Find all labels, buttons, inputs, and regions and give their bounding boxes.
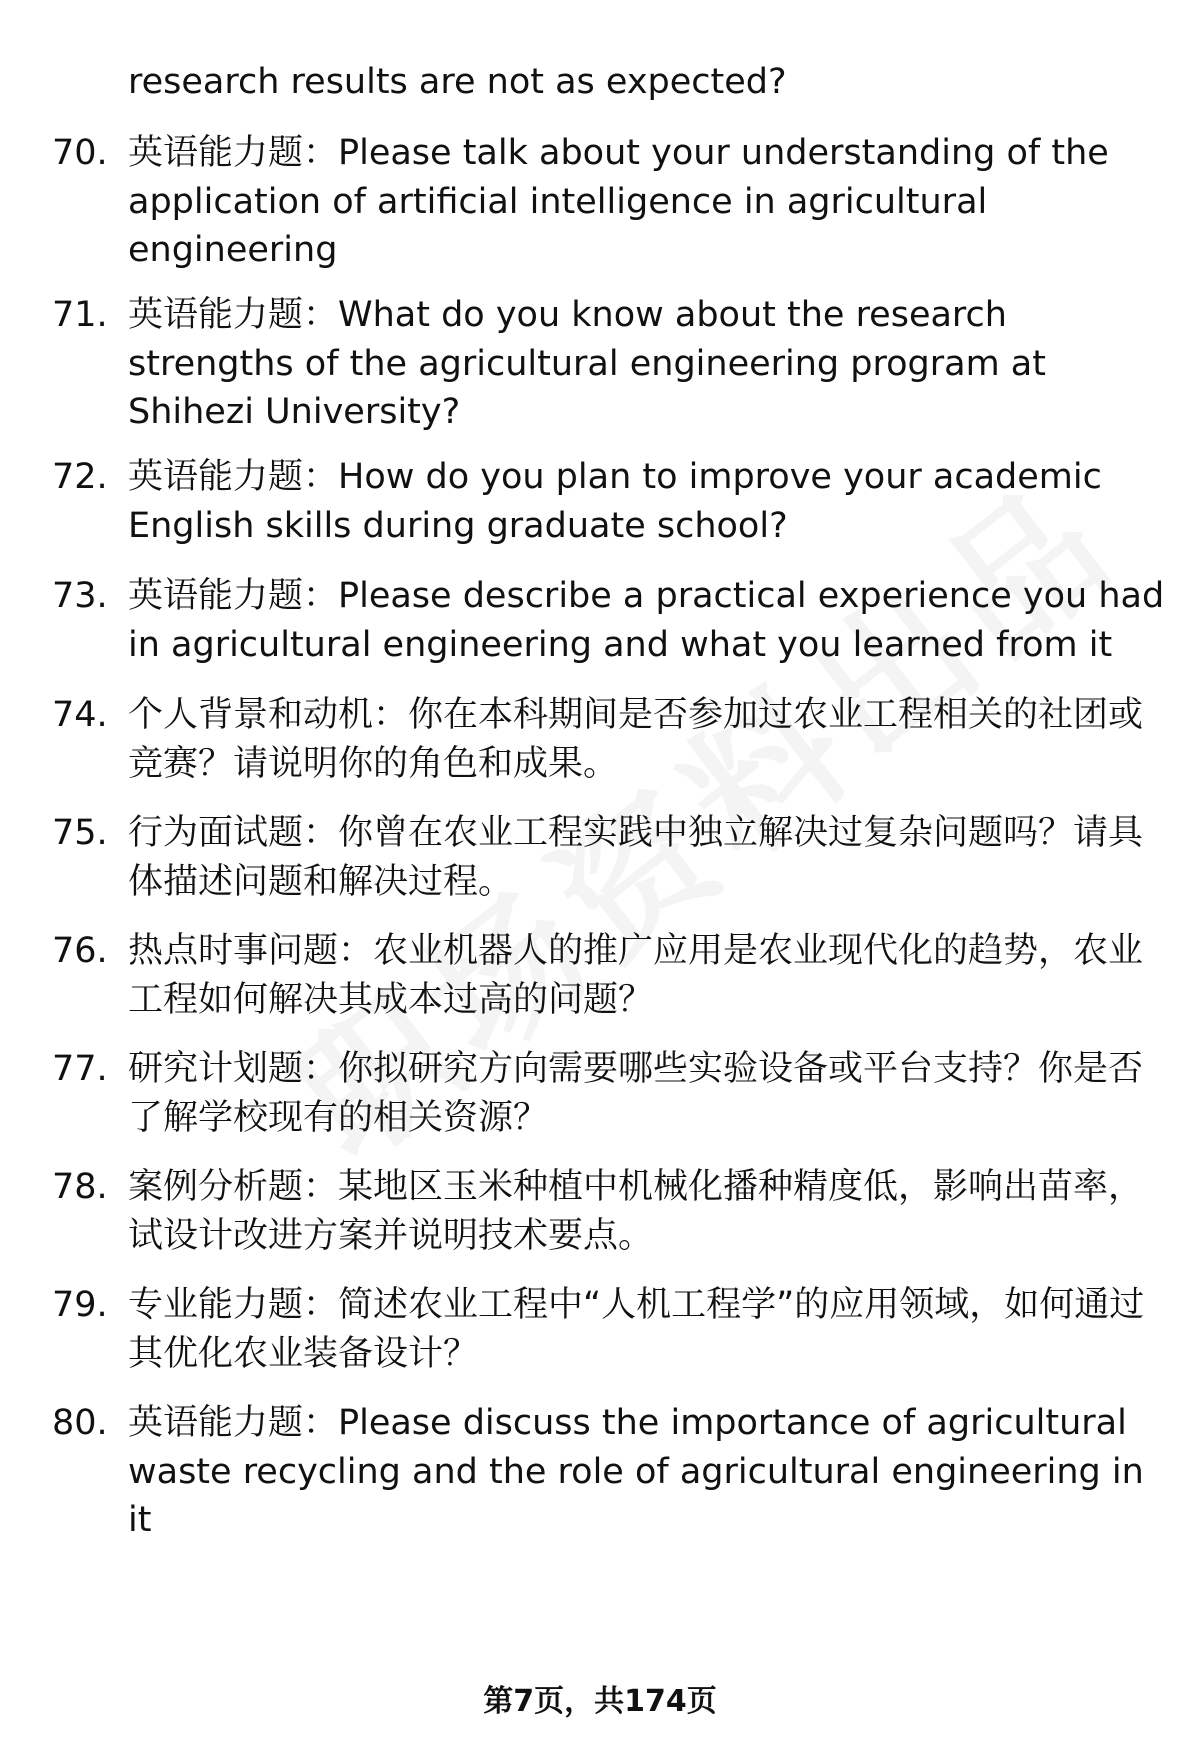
item-number: 75. <box>52 813 108 853</box>
item-number: 77. <box>52 1049 108 1089</box>
item-text: 案例分析题：某地区玉米种植中机械化播种精度低，影响出苗率，试设计改进方案并说明技术要点。 <box>128 1167 1144 1256</box>
item-number: 78. <box>52 1167 108 1207</box>
item-text: 英语能力题：Please discuss the importance of agricultural waste recycling and the role of agricultural engineering in it <box>128 1403 1144 1540</box>
item-number: 72. <box>52 457 108 497</box>
item-number: 80. <box>52 1403 108 1443</box>
item-text: 专业能力题：简述农业工程中“人机工程学”的应用领域，如何通过其优化农业装备设计？ <box>128 1285 1145 1374</box>
item-text: 英语能力题：What do you know about the research strengths of the agricultural engineering program at Shihezi University? <box>128 295 1046 432</box>
item-text: 行为面试题：你曾在农业工程实践中独立解决过复杂问题吗？请具体描述问题和解决过程。 <box>128 813 1144 902</box>
page-number-footer: 第7页，共174页 <box>483 1684 717 1719</box>
item-number: 73. <box>52 576 108 616</box>
item-number: 76. <box>52 931 108 971</box>
item-text: 英语能力题：How do you plan to improve your academic English skills during graduate school? <box>128 457 1102 546</box>
item-number: 70. <box>52 133 108 173</box>
item-number: 71. <box>52 295 108 335</box>
item-text: 个人背景和动机：你在本科期间是否参加过农业工程相关的社团或竞赛？请说明你的角色和成果。 <box>128 695 1144 784</box>
item-number: 74. <box>52 695 108 735</box>
item-number: 79. <box>52 1285 108 1325</box>
item-text: 研究计划题：你拟研究方向需要哪些实验设备或平台支持？你是否了解学校现有的相关资源？ <box>128 1049 1144 1138</box>
item-text: 英语能力题：Please talk about your understanding of the application of artificial intelligence in agricultural engineering <box>128 133 1109 270</box>
item-text: research results are not as expected? <box>128 62 787 102</box>
item-text: 英语能力题：Please describe a practical experience you had in agricultural engineering and what you learned from it <box>128 576 1165 665</box>
item-text: 热点时事问题：农业机器人的推广应用是农业现代化的趋势，农业工程如何解决其成本过高的问题？ <box>128 931 1144 1020</box>
